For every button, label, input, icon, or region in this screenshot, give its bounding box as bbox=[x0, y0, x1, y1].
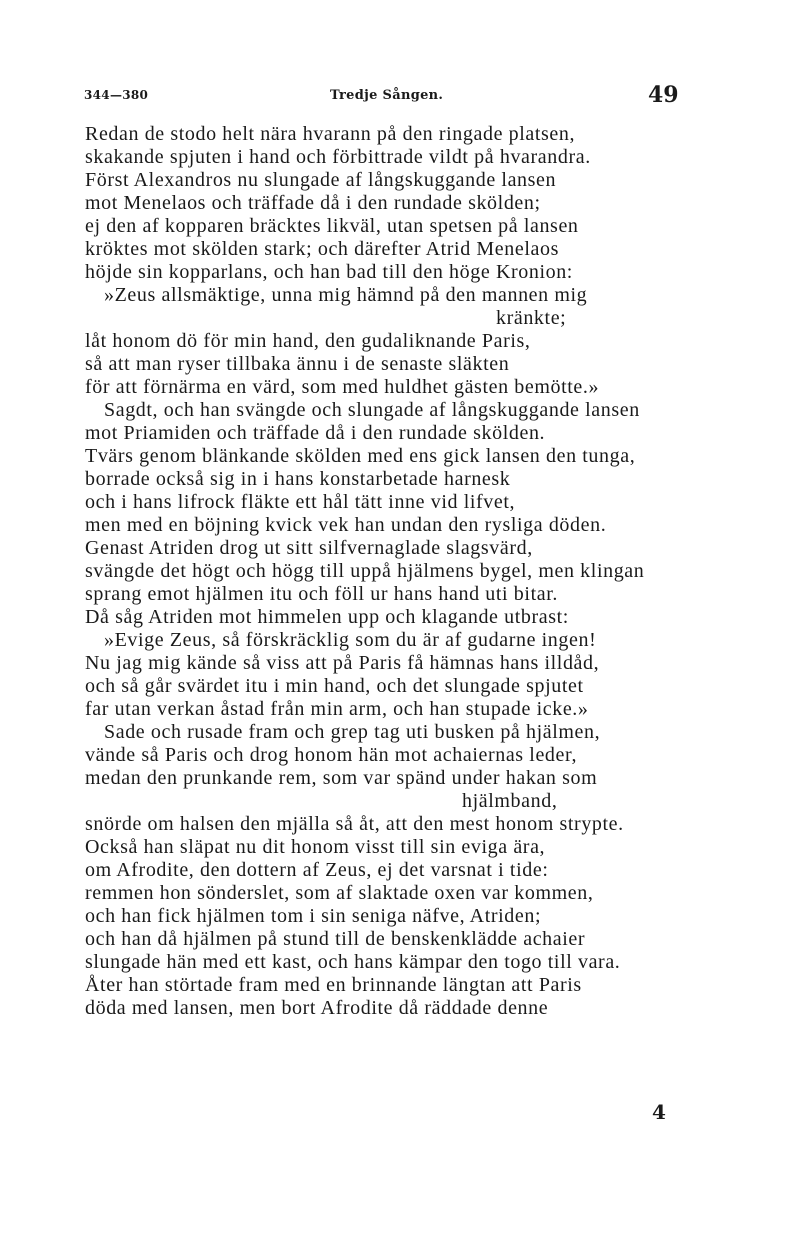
verse-line: höjde sin kopparlans, och han bad till den höge Kronion: bbox=[85, 261, 573, 283]
verse-line: döda med lansen, men bort Afrodite då räddade denne bbox=[85, 997, 549, 1019]
verse-line: och i hans lifrock fläkte ett hål tätt inne vid lifvet, bbox=[85, 491, 516, 513]
chapter-title: Tredje Sången. bbox=[330, 88, 444, 103]
verse-line: Då såg Atriden mot himmelen upp och klagande utbrast: bbox=[85, 606, 569, 628]
verse-line: Tvärs genom blänkande skölden med ens gick lansen den tunga, bbox=[85, 445, 636, 467]
verse-line: mot Priamiden och träffade då i den rundade skölden. bbox=[85, 422, 546, 444]
verse-line: Sagdt, och han svängde och slungade af långskuggande lansen bbox=[104, 399, 640, 421]
verse-line: sprang emot hjälmen itu och föll ur hans hand uti bitar. bbox=[85, 583, 558, 605]
page-number: 49 bbox=[648, 82, 679, 108]
verse-line: skakande spjuten i hand och förbittrade vildt på hvarandra. bbox=[85, 146, 591, 168]
verse-line-continuation: hjälmband, bbox=[462, 790, 558, 812]
verse-line: far utan verkan åstad från min arm, och han stupade icke.» bbox=[85, 698, 589, 720]
verse-line: Sade och rusade fram och grep tag uti busken på hjälmen, bbox=[104, 721, 601, 743]
verse-line: kröktes mot skölden stark; och därefter Atrid Menelaos bbox=[85, 238, 559, 260]
verse-line: Redan de stodo helt nära hvarann på den ringade platsen, bbox=[85, 123, 576, 145]
verse-line: Nu jag mig kände så viss att på Paris få hämnas hans illdåd, bbox=[85, 652, 600, 674]
verse-line: borrade också sig in i hans konstarbetade harnesk bbox=[85, 468, 511, 490]
verse-range: 344—380 bbox=[84, 88, 149, 102]
verse-line: Först Alexandros nu slungade af långskuggande lansen bbox=[85, 169, 557, 191]
verse-line: mot Menelaos och träffade då i den rundade skölden; bbox=[85, 192, 541, 214]
verse-line: och han då hjälmen på stund till de benskenklädde achaier bbox=[85, 928, 586, 950]
verse-line: vände så Paris och drog honom hän mot achaiernas leder, bbox=[85, 744, 578, 766]
verse-line: Genast Atriden drog ut sitt silfvernaglade slagsvärd, bbox=[85, 537, 533, 559]
verse-line: om Afrodite, den dottern af Zeus, ej det varsnat i tide: bbox=[85, 859, 549, 881]
page-header bbox=[0, 82, 808, 116]
verse-line: låt honom dö för min hand, den gudaliknande Paris, bbox=[85, 330, 531, 352]
verse-line: för att förnärma en värd, som med huldhet gästen bemötte.» bbox=[85, 376, 600, 398]
verse-line: »Evige Zeus, så förskräcklig som du är af gudarne ingen! bbox=[104, 629, 597, 651]
verse-line: så att man ryser tillbaka ännu i de senaste släkten bbox=[85, 353, 510, 375]
verse-line-continuation: kränkte; bbox=[496, 307, 567, 329]
verse-line: »Zeus allsmäktige, unna mig hämnd på den mannen mig bbox=[104, 284, 588, 306]
verse-line: och han fick hjälmen tom i sin seniga näfve, Atriden; bbox=[85, 905, 542, 927]
verse-line: svängde det högt och högg till uppå hjälmens bygel, men klingan bbox=[85, 560, 645, 582]
verse-line: snörde om halsen den mjälla så åt, att den mest honom strypte. bbox=[85, 813, 624, 835]
verse-line: Också han släpat nu dit honom visst till sin eviga ära, bbox=[85, 836, 546, 858]
verse-line: men med en böjning kvick vek han undan den rysliga döden. bbox=[85, 514, 607, 536]
verse-line: medan den prunkande rem, som var spänd under hakan som bbox=[85, 767, 598, 789]
verse-line: och så går svärdet itu i min hand, och det slungade spjutet bbox=[85, 675, 584, 697]
verse-line: Åter han störtade fram med en brinnande längtan att Paris bbox=[85, 974, 582, 996]
verse-line: slungade hän med ett kast, och hans kämpar den togo till vara. bbox=[85, 951, 621, 973]
verse-line: ej den af kopparen bräcktes likväl, utan spetsen på lansen bbox=[85, 215, 579, 237]
verse-line: remmen hon sönderslet, som af slaktade oxen var kommen, bbox=[85, 882, 594, 904]
signature-mark: 4 bbox=[652, 1100, 666, 1124]
